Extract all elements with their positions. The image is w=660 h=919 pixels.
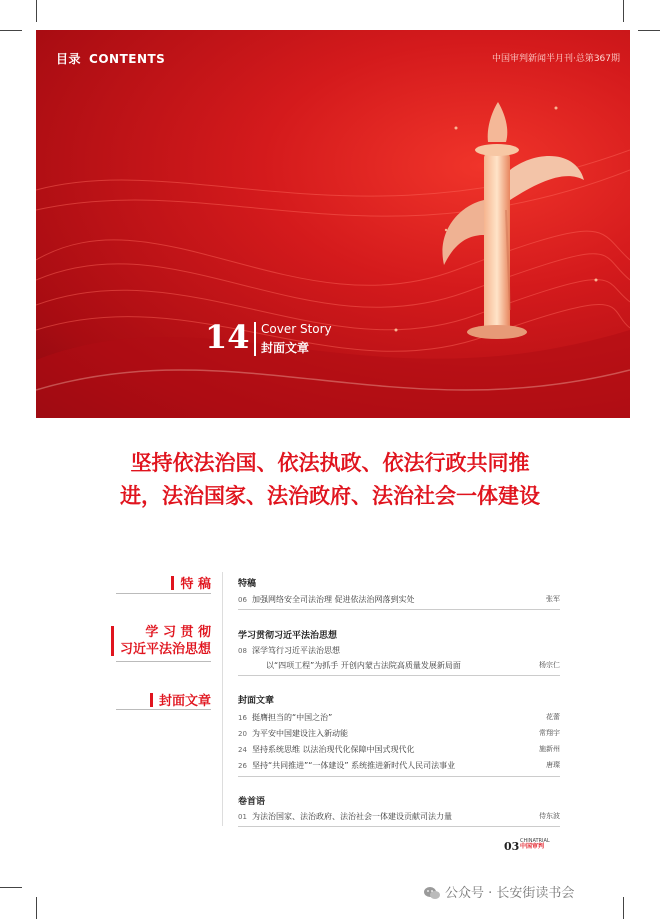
headline-line-2: 进，法治国家、法治政府、法治社会一体建设 bbox=[120, 484, 540, 508]
entry-page: 26 bbox=[238, 762, 247, 770]
entry-page: 20 bbox=[238, 730, 247, 738]
entry-page: 01 bbox=[238, 813, 247, 821]
section-label-special: 特 稿 bbox=[171, 573, 211, 592]
brand-cn: 中国审判 bbox=[520, 843, 545, 850]
headline-line-1: 坚持依法治国、依法执政、依法行政共同推 bbox=[130, 451, 530, 475]
entry-page: 16 bbox=[238, 714, 247, 722]
crop-mark bbox=[36, 897, 37, 919]
toc-heading bbox=[56, 50, 165, 67]
wechat-icon bbox=[424, 886, 440, 904]
section-rule bbox=[116, 593, 211, 594]
cover-story-label-cn: 封面文章 bbox=[261, 341, 310, 355]
entry-page: 24 bbox=[238, 746, 247, 754]
brand-logo bbox=[520, 838, 550, 850]
page-number: 03 bbox=[504, 840, 520, 853]
entry-author: 常翔宇 bbox=[539, 729, 560, 737]
toc-entry[interactable] bbox=[238, 811, 560, 822]
separator bbox=[238, 826, 560, 827]
crop-mark bbox=[0, 887, 22, 888]
section-label-study bbox=[120, 624, 211, 658]
group-title: 卷首语 bbox=[238, 797, 266, 807]
separator bbox=[238, 609, 560, 610]
crop-mark bbox=[623, 897, 624, 919]
toc-entry[interactable] bbox=[238, 744, 560, 755]
brand-en: CHINATRIAL bbox=[520, 838, 550, 844]
entry-title: 深学笃行习近平法治思想 bbox=[252, 646, 340, 655]
issue-info: 中国审判新闻半月刊·总第367期 bbox=[491, 54, 620, 64]
group-title: 封面文章 bbox=[238, 696, 275, 706]
entry-page: 06 bbox=[238, 596, 247, 604]
toc-entry[interactable] bbox=[238, 645, 560, 656]
huabiao-column-illustration bbox=[442, 102, 584, 339]
entry-author: 张军 bbox=[546, 595, 560, 603]
entry-title: 加强网络安全司法治理 促进依法治网落到实处 bbox=[252, 595, 415, 604]
entry-author: 唐璨 bbox=[546, 761, 560, 769]
toc-entry[interactable] bbox=[238, 594, 560, 605]
study-line-1: 学 习 贯 彻 bbox=[145, 625, 211, 640]
section-label-cover: 封面文章 bbox=[150, 690, 211, 709]
crop-mark bbox=[623, 0, 624, 22]
toc-entry[interactable] bbox=[238, 660, 560, 671]
entry-author: 侍东波 bbox=[539, 812, 560, 820]
section-rule bbox=[116, 661, 211, 662]
toc-label: 目录 bbox=[56, 52, 82, 66]
group-title: 学习贯彻习近平法治思想 bbox=[238, 631, 338, 641]
toc-entry[interactable] bbox=[238, 760, 560, 771]
entry-author: 杨宗仁 bbox=[539, 661, 560, 669]
entry-title: 以“四项工程”为抓手 开创内蒙古法院高质量发展新局面 bbox=[266, 661, 461, 670]
crop-mark bbox=[36, 0, 37, 22]
crop-mark bbox=[638, 30, 660, 31]
cover-hero-image bbox=[36, 30, 630, 418]
column-divider bbox=[222, 572, 223, 826]
cover-divider bbox=[254, 322, 256, 356]
watermark-text: 公众号 · 长安街读书会 bbox=[445, 886, 575, 901]
cover-story-label-en: Cover Story bbox=[261, 322, 332, 336]
entry-page: 08 bbox=[238, 647, 247, 655]
toc-entry[interactable] bbox=[238, 712, 560, 723]
separator bbox=[238, 776, 560, 777]
entry-title: 为平安中国建设注入新动能 bbox=[252, 729, 348, 738]
entry-title: 坚持“共同推进”“一体建设” 系统推进新时代人民司法事业 bbox=[252, 761, 456, 770]
entry-author: 花蕾 bbox=[546, 713, 560, 721]
entry-title: 为法治国家、法治政府、法治社会一体建设贡献司法力量 bbox=[252, 812, 452, 821]
cover-headline bbox=[90, 447, 570, 513]
contents-label: CONTENTS bbox=[89, 52, 166, 66]
crop-mark bbox=[0, 30, 22, 31]
wechat-watermark bbox=[424, 882, 574, 904]
group-title: 特稿 bbox=[238, 579, 257, 589]
separator bbox=[238, 675, 560, 676]
toc-entry[interactable] bbox=[238, 728, 560, 739]
section-rule bbox=[116, 709, 211, 710]
entry-title: 坚持系统思维 以法治现代化保障中国式现代化 bbox=[252, 745, 415, 754]
cover-story-page-number[interactable]: 14 bbox=[205, 318, 250, 356]
entry-author: 施新州 bbox=[539, 745, 560, 753]
study-line-2: 习近平法治思想 bbox=[119, 642, 211, 657]
entry-title: 挺膺担当的“中国之治” bbox=[252, 713, 333, 722]
